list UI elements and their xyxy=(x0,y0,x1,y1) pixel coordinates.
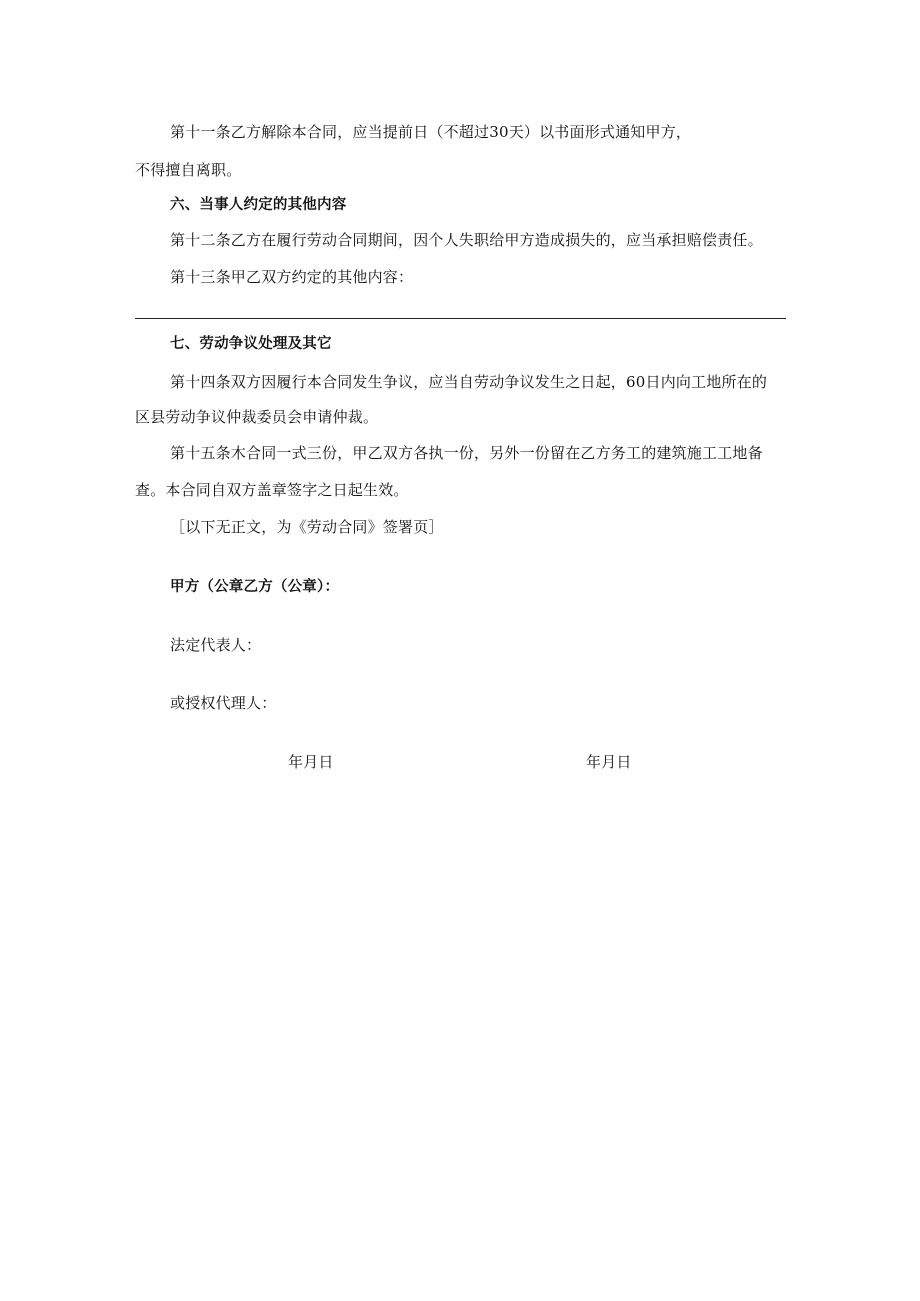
article-14-line-1: 第十四条双方因履行本合同发生争议，应当自劳动争议发生之日起，60日内向工地所在的 xyxy=(170,373,768,391)
section-6-heading: 六、当事人约定的其他内容 xyxy=(170,197,347,213)
blank-fill-line xyxy=(135,318,786,319)
article-12: 第十二条乙方在履行劳动合同期间，因个人失职给甲方造成损失的，应当承担赔偿责任。 xyxy=(170,231,763,249)
date-left: 年月日 xyxy=(288,753,334,771)
article-15-line-1: 第十五条木合同一式三份，甲乙双方各执一份，另外一份留在乙方务工的建筑施工工地备 xyxy=(170,444,763,462)
article-14-line-2: 区县劳动争议仲裁委员会申请仲裁。 xyxy=(135,408,379,426)
signature-page-note: ［以下无正文，为《劳动合同》签署页］ xyxy=(170,518,444,536)
parties-seal-label: 甲方（公章乙方（公章）： xyxy=(170,579,340,595)
authorized-agent-label: 或授权代理人： xyxy=(170,694,277,712)
article-13: 第十三条甲乙双方约定的其他内容： xyxy=(170,268,414,286)
date-right: 年月日 xyxy=(586,753,632,771)
section-7-heading: 七、劳动争议处理及其它 xyxy=(170,336,332,352)
article-11-line-2: 不得擅自离职。 xyxy=(135,161,242,179)
article-11-line-1: 第十一条乙方解除本合同，应当提前日（不超过30天）以书面形式通知甲方， xyxy=(170,123,692,141)
article-15-line-2: 查。本合同自双方盖章签字之日起生效。 xyxy=(135,481,409,499)
legal-representative-label: 法定代表人： xyxy=(170,636,262,654)
